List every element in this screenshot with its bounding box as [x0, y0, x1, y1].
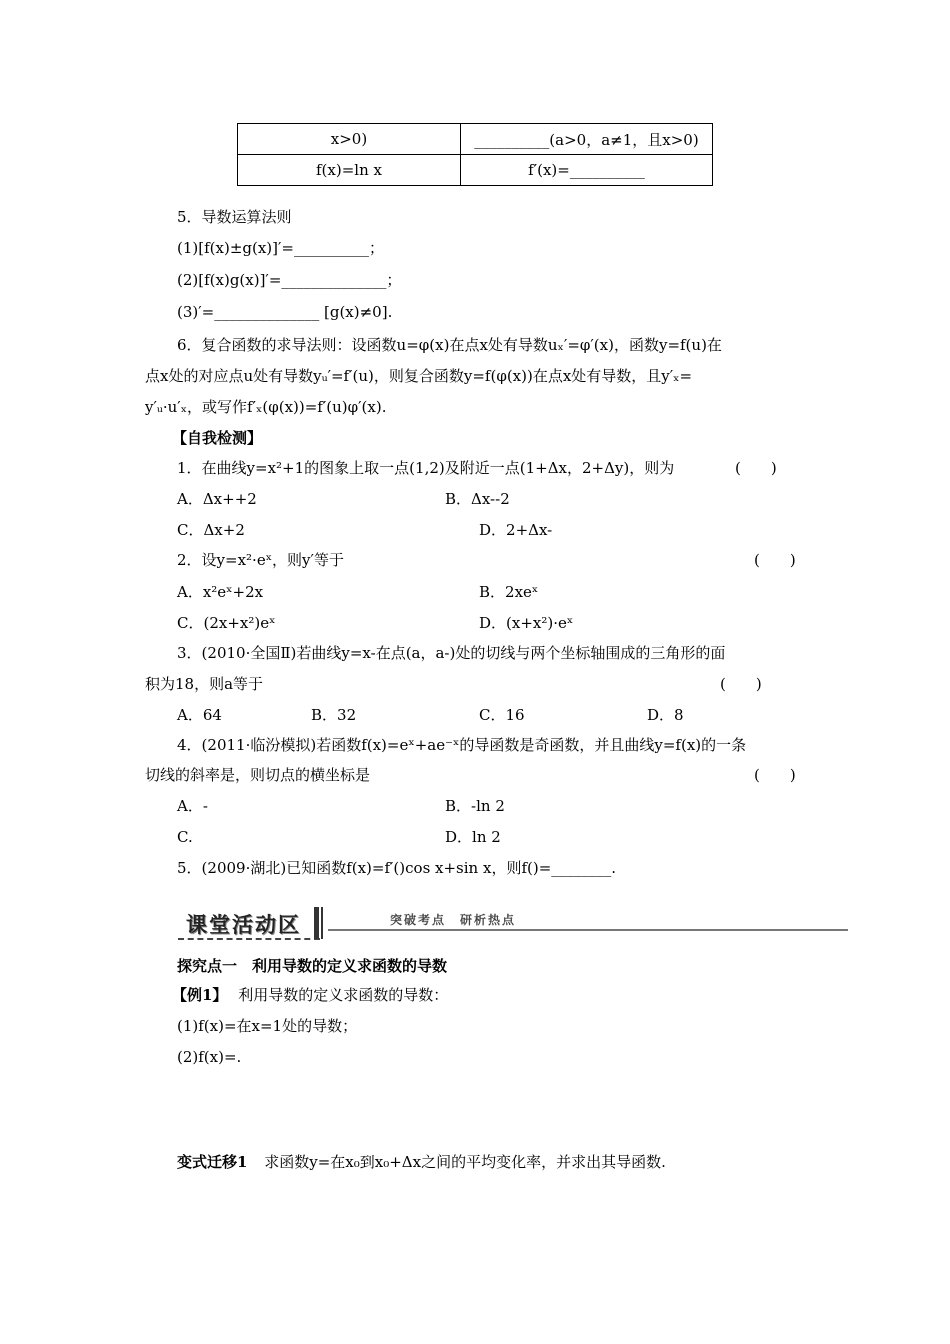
q2-stem: 2．设y=x²·eˣ，则y′等于 — [177, 551, 344, 569]
q1-option-d: D．2+Δx- — [479, 521, 553, 539]
q2-answer-paren: ( ) — [754, 551, 796, 569]
q4-line-2: 切线的斜率是，则切点的横坐标是 — [145, 766, 371, 784]
banner-subtitle: 突破考点 研析热点 — [390, 913, 517, 927]
q4-option-b: B．-ln 2 — [445, 797, 505, 815]
rule-3: (3)′=______________ [g(x)≠0]. — [177, 303, 393, 321]
q3-option-b: B．32 — [311, 706, 357, 724]
composite-line-1: 6．复合函数的求导法则：设函数u=φ(x)在点x处有导数uₓ′=φ′(x)，函数y=f(u)在 — [177, 336, 722, 354]
q2-option-d: D．(x+x²)·eˣ — [479, 614, 574, 632]
q2-option-c: C．(2x+x²)eˣ — [177, 614, 276, 632]
rule-2: (2)[f(x)g(x)]′=______________； — [177, 271, 402, 289]
q4-option-d: D．ln 2 — [445, 828, 501, 846]
q1-stem: 1．在曲线y=x²+1的图象上取一点(1,2)及附近一点(1+Δx，2+Δy)，则为 — [177, 459, 675, 477]
rule-1: (1)[f(x)±g(x)]′=__________； — [177, 239, 384, 257]
q4-answer-paren: ( ) — [754, 766, 796, 784]
q5-stem: 5．(2009·湖北)已知函数f(x)=f′()cos x+sin x，则f()=________. — [177, 859, 617, 877]
section-banner — [178, 905, 848, 941]
table-row — [238, 124, 713, 155]
table-row — [238, 155, 713, 186]
q4-option-a: A．- — [177, 797, 208, 815]
example-text: 利用导数的定义求函数的导数： — [238, 986, 449, 1004]
composite-line-2: 点x处的对应点u处有导数yᵤ′=f′(u)，则复合函数y=f(φ(x))在点x处有导数，且y′ₓ= — [145, 367, 693, 385]
table-cell: x>0) — [238, 124, 461, 155]
q3-answer-paren: ( ) — [720, 675, 762, 693]
composite-line-3: y′ᵤ·u′ₓ，或写作f′ₓ(φ(x))=f′(u)φ′(x). — [145, 398, 387, 416]
variant-label: 变式迁移1 — [177, 1153, 248, 1171]
q3-line-1: 3．(2010·全国Ⅱ)若曲线y=x-在点(a，a-)处的切线与两个坐标轴围成的三角形的面 — [177, 644, 726, 662]
q4-option-c: C. — [177, 828, 193, 846]
q3-option-a: A．64 — [177, 706, 222, 724]
q1-option-b: B．Δx--2 — [445, 490, 510, 508]
q1-answer-paren: ( ) — [735, 459, 777, 477]
rules-heading: 5．导数运算法则 — [177, 208, 292, 226]
q3-option-d: D．8 — [647, 706, 684, 724]
topic-heading: 探究点一 利用导数的定义求函数的导数 — [177, 957, 448, 975]
banner-underline — [178, 935, 320, 940]
q1-option-a: A．Δx++2 — [177, 490, 257, 508]
q3-option-c: C．16 — [479, 706, 525, 724]
table-cell: f′(x)=__________ — [461, 155, 713, 186]
q2-option-a: A．x²eˣ+2x — [177, 583, 264, 601]
example-part-2: (2)f(x)=. — [177, 1048, 242, 1066]
variant-text: 求函数y=在x₀到x₀+Δx之间的平均变化率，并求出其导函数. — [264, 1153, 666, 1171]
banner-rule — [328, 929, 848, 931]
example-label: 【例1】 — [172, 986, 228, 1004]
banner-title: 课堂活动区 — [186, 913, 301, 937]
q1-option-c: C．Δx+2 — [177, 521, 245, 539]
table-cell: f(x)=ln x — [238, 155, 461, 186]
q3-line-2: 积为18，则a等于 — [145, 675, 264, 693]
table-cell: __________(a>0，a≠1，且x>0) — [461, 124, 713, 155]
q4-line-1: 4．(2011·临汾模拟)若函数f(x)=eˣ+ae⁻ˣ的导函数是奇函数，并且曲线y=f(x)的一条 — [177, 736, 747, 754]
banner-divider-thin — [321, 907, 323, 939]
banner-divider — [314, 907, 319, 939]
selfcheck-heading: 【自我检测】 — [172, 429, 263, 447]
example-part-1: (1)f(x)=在x=1处的导数； — [177, 1017, 358, 1035]
q2-option-b: B．2xeˣ — [479, 583, 539, 601]
derivative-table — [237, 123, 713, 186]
